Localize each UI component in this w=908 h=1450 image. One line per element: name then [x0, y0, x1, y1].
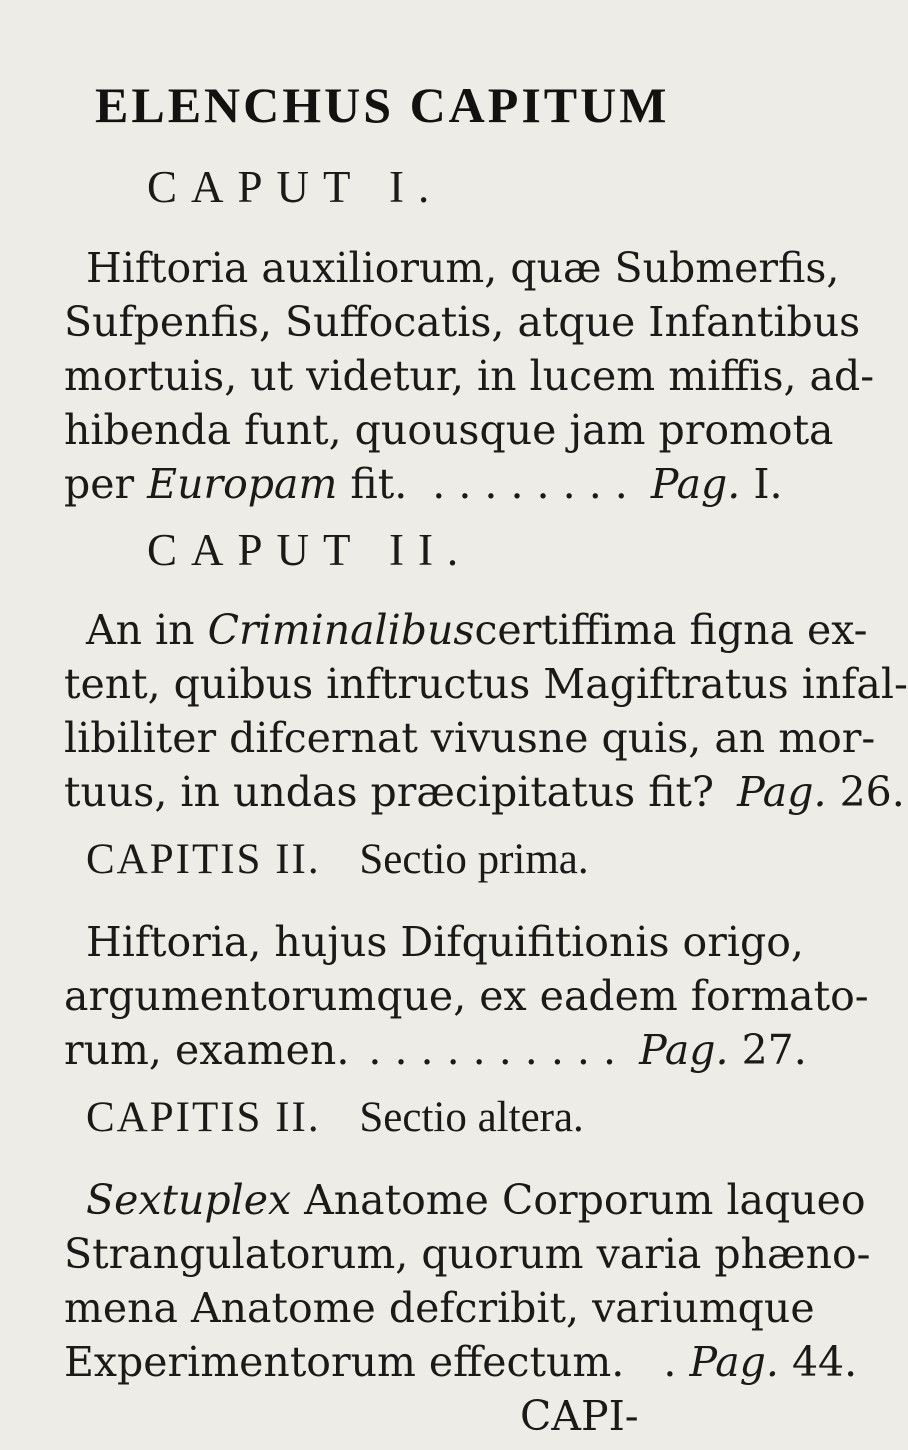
page-number: 26.: [839, 768, 905, 816]
text-line: Hiftoria auxiliorum, quæ Submerfis,: [86, 244, 840, 292]
leader-dots: . . . . . . . .: [432, 460, 628, 508]
text-line: mortuis, ut videtur, in lucem miffis, ad-: [64, 352, 875, 400]
text-fragment: Experimentorum effectum.: [64, 1338, 625, 1386]
section-heading-4: [86, 1096, 584, 1139]
toc-entry-line: [64, 768, 905, 816]
leader-dots: . . . . . . . . . .: [368, 1026, 617, 1074]
text-fragment: Anatome Corporum laqueo: [304, 1176, 866, 1224]
text-line: tent, quibus inftructus Magiftratus infal-: [64, 660, 908, 708]
text-fragment: An in: [86, 606, 195, 654]
page-label: Pag.: [639, 1026, 729, 1074]
text-fragment: fit.: [350, 460, 408, 508]
italic-term: Sextuplex: [86, 1176, 292, 1224]
text-line: libiliter difcernat vivusne quis, an mor-: [64, 714, 876, 762]
italic-term: Criminalibus: [207, 606, 475, 654]
catchword: CAPI-: [520, 1392, 639, 1440]
page-label: Pag.: [737, 768, 827, 816]
text-fragment: per: [64, 460, 135, 508]
toc-entry-line: [64, 460, 783, 508]
section-heading-3: [86, 838, 589, 881]
text-fragment: tuus, in undas præcipitatus fit?: [64, 768, 715, 816]
text-line: mena Anatome defcribit, variumque: [64, 1284, 815, 1332]
section-subtitle: Sectio altera.: [359, 1094, 584, 1141]
section-subtitle: Sectio prima.: [359, 836, 589, 883]
text-line: argumentorumque, ex eadem formato-: [64, 972, 869, 1020]
toc-entry-line: [86, 1176, 866, 1224]
text-fragment: rum, examen.: [64, 1026, 350, 1074]
page-label: Pag.: [650, 460, 741, 508]
toc-entry-line: [86, 606, 868, 654]
page-label: Pag.: [689, 1338, 779, 1386]
text-line: Sufpenfis, Suffocatis, atque Infantibus: [64, 298, 861, 346]
text-fragment: certiffima figna ex-: [474, 606, 868, 654]
toc-entry-line: [64, 1026, 807, 1074]
page-title: ELENCHUS CAPITUM: [95, 77, 670, 133]
chapter-heading-1: CAPUT I.: [147, 162, 444, 212]
leader-dots: .: [663, 1338, 677, 1386]
section-title: CAPITIS II.: [86, 836, 321, 883]
italic-term: Europam: [147, 460, 338, 508]
text-line: hibenda funt, quousque jam promota: [64, 406, 834, 454]
page-number: 44.: [791, 1338, 858, 1386]
toc-entry-line: [64, 1338, 858, 1386]
page-number: 27.: [741, 1026, 807, 1074]
text-line: Strangulatorum, quorum varia phæno-: [64, 1230, 871, 1278]
page-number: I.: [753, 460, 783, 508]
section-title: CAPITIS II.: [86, 1094, 321, 1141]
chapter-heading-2: CAPUT II.: [147, 525, 473, 575]
text-line: Hiftoria, hujus Difquifitionis origo,: [86, 918, 804, 966]
